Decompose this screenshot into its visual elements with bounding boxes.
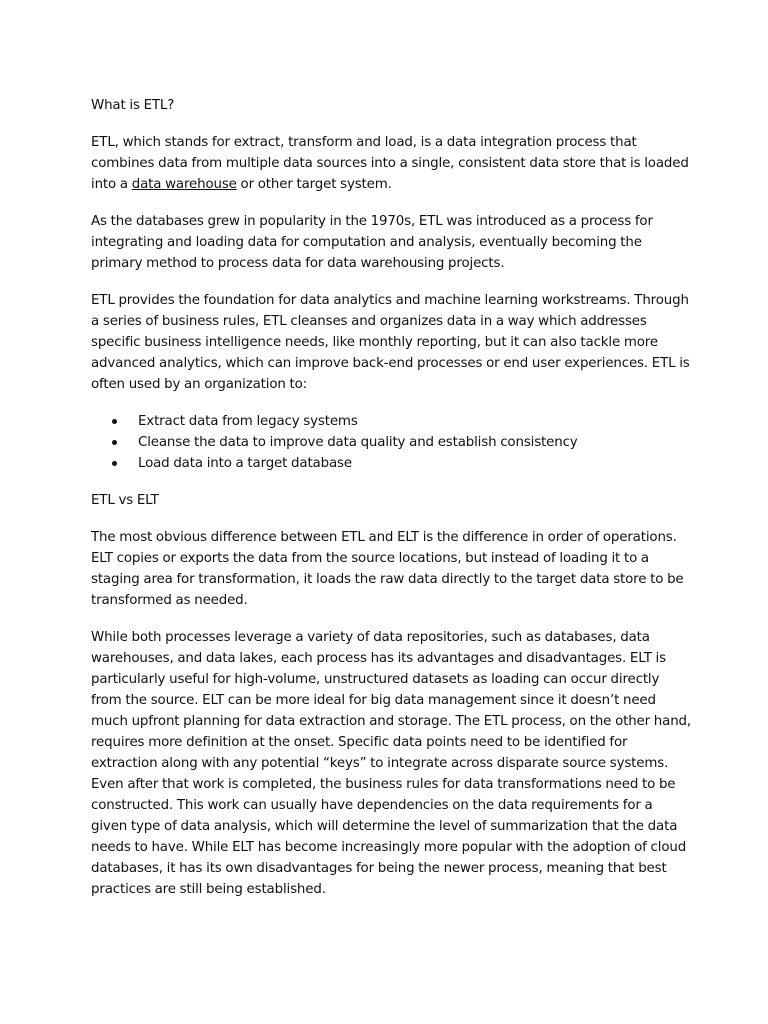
paragraph-order-of-operations: The most obvious difference between ETL and ELT is the difference in order of operations. ELT copies or exports the data from the source locations, but instead of loading it to a staging area for transformation, it loads the raw data directly to the target data store to be transformed as needed. [91,530,684,608]
heading-etl-vs-elt: ETL vs ELT [91,493,159,508]
list-item [109,411,691,432]
paragraph-advantages: While both processes leverage a variety of data repositories, such as databases, data warehouses, and data lakes, each process has its advantages and disadvantages. ELT is particularly useful for high-volume, unstructured datasets as loading can occur directly from the source. ELT can be more ideal for big data management since it doesn’t need much upfront planning for data extraction and storage. The ETL process, on the other hand, requires more definition at the onset. Specific data points need to be identified for extraction along with any potential “keys” to integrate across disparate source systems. Even after that work is completed, the business rules for data transformations need to be constructed. This work can usually have dependencies on the data requirements for a given type of data analysis, which will determine the level of summarization that the data needs to have. While ELT has become increasingly more popular with the adoption of cloud databases, it has its own disadvantages for being the newer process, meaning that best practices are still being established. [91,630,691,897]
bullet-icon [112,440,117,445]
etl-uses-list [91,411,691,474]
paragraph-etl-foundation: ETL provides the foundation for data analytics and machine learning workstreams. Through a series of business rules, ETL cleanses and organizes data in a way which addresses specific business intelligence needs, like monthly reporting, but it can also tackle more advanced analytics, which can improve back-end processes or end user experiences. ETL is often used by an organization to: [91,293,690,392]
paragraph-etl-definition [91,132,691,195]
list-item [109,432,691,453]
document-body [91,95,691,916]
bullet-icon [112,419,117,424]
paragraph-text: or other target system. [236,177,392,192]
heading-what-is-etl: What is ETL? [91,98,175,113]
paragraph-text: ETL, which stands for extract, transform and load, is a data integration process that combines data from multiple data sources into a single, consistent data store that is loaded into a [91,135,689,192]
list-item [109,453,691,474]
data-warehouse-link[interactable]: data warehouse [131,177,237,192]
paragraph-etl-history: As the databases grew in popularity in the 1970s, ETL was introduced as a process for integrating and loading data for computation and analysis, eventually becoming the primary method to process data for data warehousing projects. [91,214,653,271]
list-item-text: Extract data from legacy systems [138,414,358,429]
list-item-text: Cleanse the data to improve data quality and establish consistency [138,435,578,450]
list-item-text: Load data into a target database [138,456,352,471]
bullet-icon [112,461,117,466]
